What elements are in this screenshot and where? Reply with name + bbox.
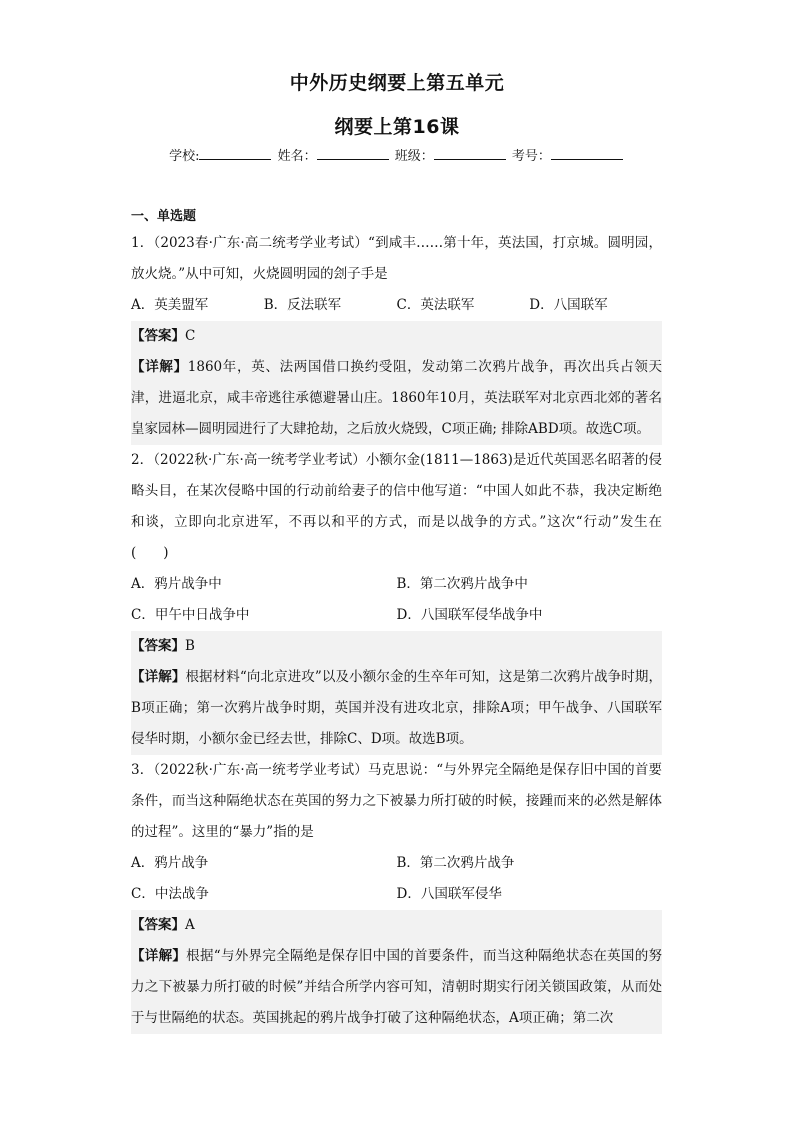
explain-tag: 【详解】 [131,359,188,375]
name-blank [317,147,389,160]
explain-tag: 【详解】 [131,669,186,685]
school-blank [199,147,271,160]
option-a: A．鸦片战争中 [131,576,222,592]
option-c: C．英法联军 [396,297,475,313]
answer-value: B [185,638,195,654]
exam-number-field: 考号： [512,145,625,164]
option-d: D．八国联军侵华 [396,886,502,902]
answer-line [131,631,662,662]
name-field: 姓名： [278,145,391,164]
answer-tag: 【答案】 [131,917,185,933]
option-d: D．八国联军侵华战争中 [396,607,543,623]
answer-value: C [185,328,196,344]
document-subtitle: 纲要上第16课 [334,116,460,138]
option-a: A．鸦片战争 [131,855,209,871]
explain-tag: 【详解】 [131,948,187,964]
exam-number-blank [551,147,623,160]
explanation [131,352,662,445]
option-b: B．第二次鸦片战争 [396,855,515,871]
answer-value: A [185,917,195,933]
section-heading: 一、单选题 [131,209,197,224]
document-title: 中外历史纲要上第五单元 [289,72,505,94]
options-row [131,569,662,600]
options-row [131,879,662,910]
class-blank [434,147,506,160]
explanation [131,662,662,755]
option-d: D．八国联军 [529,297,608,313]
option-c: C．甲午中日战争中 [131,607,250,623]
options-row [131,848,662,879]
question-stem: 1．（2023春·广东·高二统考学业考试）“到咸丰……第十年，英法国，打京城。圆明园，放火烧。”从中可知，火烧圆明园的刽子手是 [131,235,662,282]
school-field: 学校: [169,145,273,164]
option-c: C．中法战争 [131,886,209,902]
question-stem: 3．（2022秋·广东·高一统考学业考试）马克思说：“与外界完全隔绝是保存旧中国的首要条件，而当这种隔绝状态在英国的努力之下被暴力所打破的时候，接踵而来的必然是解体的过程”。这里的“暴力”指的是 [131,762,662,840]
explanation [131,941,662,1034]
explain-text: 根据材料“向北京进攻”以及小额尔金的生卒年可知，这是第二次鸦片战争时期，B项正确；第一次鸦片战争时期，英国并没有进攻北京，排除A项；甲午战争、八国联军侵华时期，小额尔金已经去世，排除C、D项。故选B项。 [131,669,662,747]
option-b: B．反法联军 [263,297,342,313]
answer-line [131,321,662,352]
explain-text: 1860年，英、法两国借口换约受阻，发动第二次鸦片战争，再次出兵占领天津，进逼北京，咸丰帝逃往承德避暑山庄。1860年10月，英法联军对北京西北郊的著名皇家园林—圆明园进行了大肆抢劫，之后放火烧毁，C项正确; 排除ABD项。故选C项。 [131,359,663,437]
explain-text: 根据“与外界完全隔绝是保存旧中国的首要条件，而当这种隔绝状态在英国的努力之下被暴力所打破的时候”并结合所学内容可知，清朝时期实行闭关锁国政策，从而处于与世隔绝的状态。英国挑起的鸦片战争打破了这种隔绝状态，A项正确；第二次 [131,948,662,1026]
question-1 [131,228,662,445]
option-a: A．英美盟军 [131,297,209,313]
option-b: B．第二次鸦片战争中 [396,576,528,592]
options-row [131,290,662,321]
question-2 [131,445,662,755]
question-3 [131,755,662,1034]
question-stem: 2．（2022秋·广东·高一统考学业考试）小额尔金(1811—1863)是近代英国恶名昭著的侵略头目，在某次侵略中国的行动前给妻子的信中他写道：“中国人如此不恭，我决定断绝和谈，立即向北京进军，不再以和平的方式，而是以战争的方式。”这次“行动”发生在( ) [131,452,662,561]
answer-line [131,910,662,941]
questions-area [131,206,662,1034]
class-field: 班级： [395,145,508,164]
student-info-line [0,145,794,164]
answer-tag: 【答案】 [131,328,185,344]
answer-tag: 【答案】 [131,638,185,654]
options-row [131,600,662,631]
